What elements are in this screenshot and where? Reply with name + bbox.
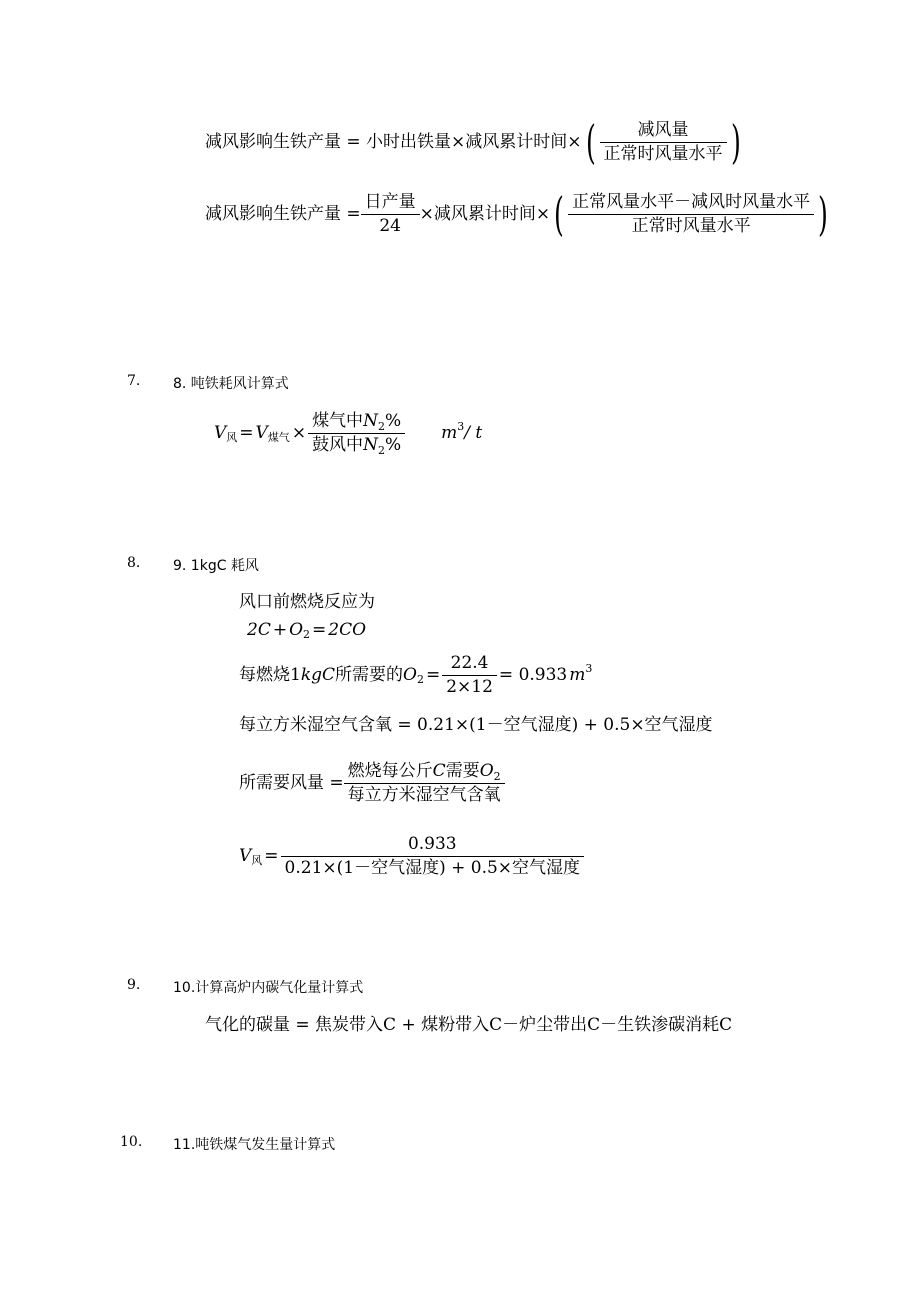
equals-sign: =	[312, 620, 327, 640]
subscript: 煤气	[267, 431, 290, 444]
var-v: V	[255, 423, 268, 443]
section-heading: 11.吨铁煤气发生量计算式	[173, 1137, 336, 1153]
subscript: 2	[377, 444, 385, 457]
subscript: 2	[377, 420, 385, 433]
formula-wind-volume	[239, 836, 584, 877]
formula-air-requirement	[239, 763, 505, 804]
text: 所需要的	[335, 665, 404, 685]
formula-oxygen-content: 每立方米湿空气含氧 = 0.21×(1－空气湿度) + 0.5×空气湿度	[239, 715, 713, 735]
superscript: 3	[457, 420, 465, 433]
percent: %	[384, 411, 402, 431]
var-o: O	[479, 761, 494, 781]
fraction	[442, 655, 497, 696]
fraction-denominator: 正常时风量水平	[603, 144, 723, 165]
fraction-denominator: 2×12	[446, 677, 493, 697]
var-c: C	[432, 761, 446, 781]
fraction	[281, 836, 585, 877]
list-number: 8.	[127, 555, 141, 571]
text: 每燃烧1	[239, 665, 301, 685]
section-heading: 8. 吨铁耗风计算式	[173, 376, 289, 392]
fraction-numerator	[308, 413, 405, 433]
formula-reduced-air-iron-daily	[205, 187, 832, 241]
subscript: 2	[416, 673, 424, 686]
unit-m: m	[441, 423, 458, 443]
text: 需要	[445, 761, 480, 781]
formula-combustion-reaction	[247, 622, 366, 639]
fraction-denominator: 0.21×(1－空气湿度) + 0.5×空气湿度	[284, 858, 581, 878]
formula-wind-per-ton	[214, 411, 483, 457]
var-n: N	[363, 411, 378, 431]
fraction-numerator: 0.933	[407, 834, 457, 854]
formula-b-lhs: 减风影响生铁产量 =	[205, 204, 361, 225]
var-v: V	[214, 423, 227, 443]
fraction	[568, 194, 814, 235]
text-line: 风口前燃烧反应为	[239, 592, 375, 612]
list-number: 9.	[127, 977, 141, 993]
section-heading: 10.计算高炉内碳气化量计算式	[173, 980, 364, 996]
fraction-numerator: 减风量	[637, 120, 689, 141]
right-paren: )	[730, 115, 741, 169]
subscript: 风	[226, 431, 238, 444]
var-n: N	[363, 435, 378, 455]
times-sign: ×	[291, 423, 307, 443]
term: 2CO	[328, 620, 367, 640]
subscript: 2	[303, 628, 311, 641]
fraction-numerator: 22.4	[450, 653, 489, 673]
section-heading: 9. 1kgC 耗风	[173, 558, 259, 574]
term: 2C	[247, 620, 271, 640]
unit-per-t: / t	[464, 423, 483, 443]
percent: %	[384, 435, 402, 455]
fraction	[308, 411, 405, 457]
left-paren: (	[554, 187, 565, 241]
fraction	[361, 194, 420, 235]
unit-kgc: kgC	[300, 665, 336, 685]
equals-sign: =	[239, 423, 254, 443]
equals-sign: =	[425, 665, 441, 685]
text: 煤气中	[312, 411, 364, 431]
superscript: 3	[585, 662, 593, 675]
right-paren: )	[818, 187, 829, 241]
left-paren: (	[585, 115, 596, 169]
fraction-denominator	[308, 434, 405, 457]
list-number: 10.	[120, 1134, 143, 1150]
result: = 0.933	[498, 665, 568, 685]
fraction-numerator	[344, 763, 505, 783]
fraction-denominator: 24	[379, 216, 401, 237]
var-v: V	[239, 846, 252, 866]
formula-lhs: 所需要风量 =	[239, 773, 344, 793]
unit-m: m	[569, 665, 586, 685]
formula-reduced-air-iron-hourly	[205, 115, 744, 169]
subscript: 风	[251, 854, 263, 867]
text: 鼓风中	[312, 435, 364, 455]
list-number: 7.	[127, 373, 141, 389]
fraction	[344, 763, 505, 804]
term: O	[289, 620, 304, 640]
fraction-numerator: 正常风量水平－减风时风量水平	[572, 192, 811, 213]
fraction	[600, 122, 727, 163]
var-o: O	[403, 665, 417, 685]
fraction-denominator: 每立方米湿空气含氧	[347, 785, 501, 805]
text: 燃烧每公斤	[347, 761, 433, 781]
equals-sign: =	[264, 846, 279, 866]
plus-sign: +	[272, 620, 288, 640]
formula-b-mid: ×减风累计时间×	[419, 204, 551, 225]
fraction-numerator: 日产量	[364, 192, 416, 213]
fraction-denominator: 正常时风量水平	[631, 216, 751, 237]
formula-a-lhs: 减风影响生铁产量 = 小时出铁量×减风累计时间×	[205, 132, 582, 153]
formula-carbon-gasification: 气化的碳量 = 焦炭带入C + 煤粉带入C－炉尘带出C－生铁渗碳消耗C	[205, 1015, 733, 1035]
formula-oxygen-per-kgc	[239, 655, 592, 696]
subscript: 2	[493, 770, 501, 783]
